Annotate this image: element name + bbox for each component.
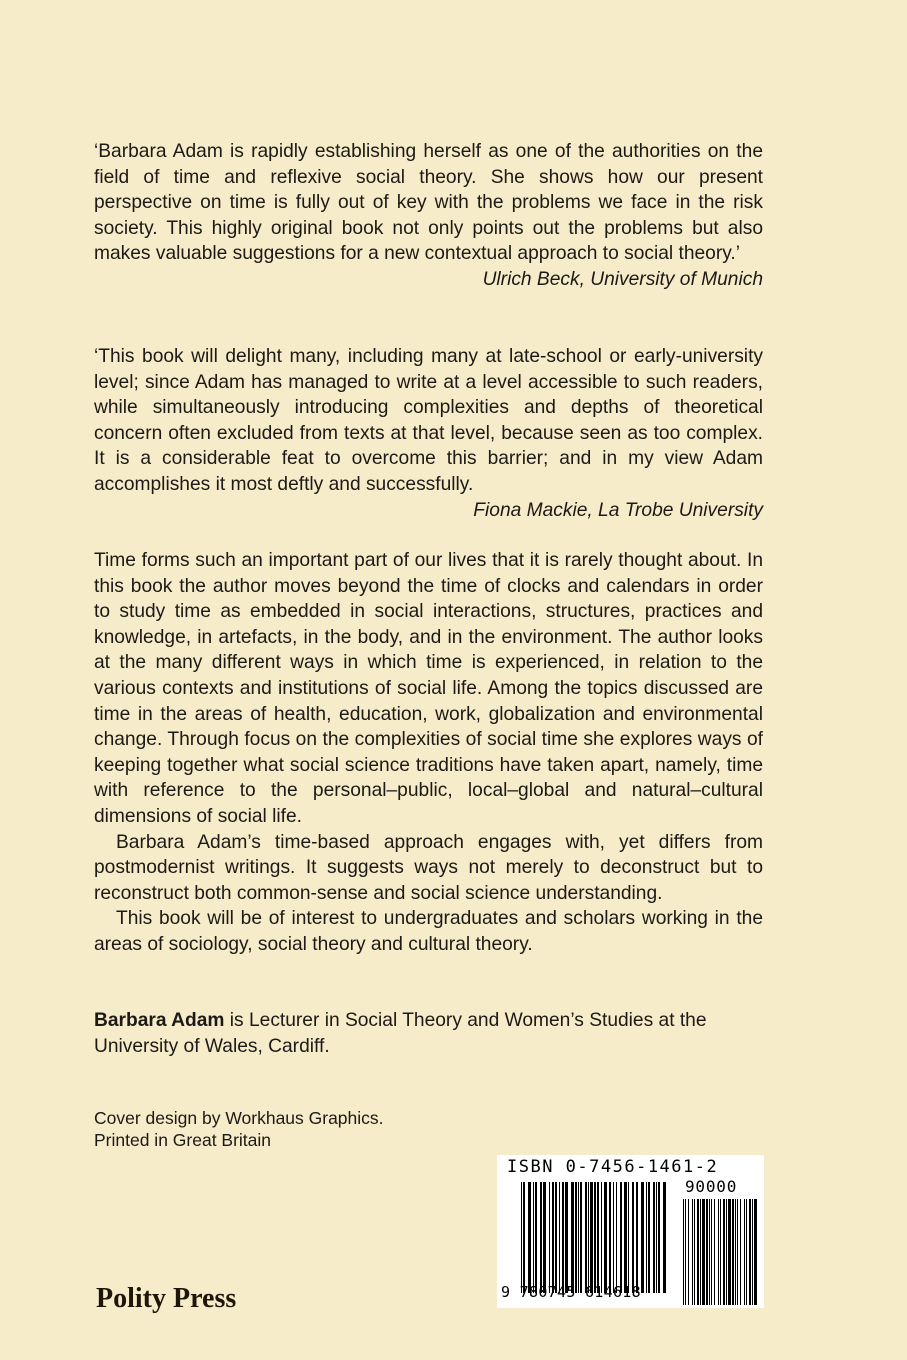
quote-attribution: Ulrich Beck, University of Munich	[482, 268, 763, 290]
barcode-bar	[700, 1199, 701, 1305]
barcode-bar	[613, 1182, 614, 1293]
barcode-bar	[688, 1199, 689, 1305]
barcode-bar	[706, 1199, 708, 1305]
barcode-bar	[718, 1199, 719, 1305]
barcode-bar	[726, 1199, 727, 1305]
barcode-bar	[709, 1199, 710, 1305]
printed-in-credit: Printed in Great Britain	[94, 1130, 272, 1150]
cover-design-credit: Cover design by Workhaus Graphics.	[94, 1108, 384, 1128]
barcode-bar	[723, 1199, 725, 1305]
barcode-bar	[632, 1182, 634, 1293]
barcode-bar	[646, 1182, 647, 1293]
description-paragraph: Barbara Adam’s time-based approach engages with, yet differs from postmodernist writings. It suggests ways not merely to deconstruct but to reconstruct both common-sense and social science understanding.	[94, 831, 763, 904]
barcode-bar	[663, 1182, 666, 1293]
review-quote-mackie	[94, 344, 763, 523]
author-bio	[94, 1008, 763, 1059]
barcode-bar	[754, 1199, 757, 1305]
barcode-bar	[658, 1182, 660, 1293]
barcode-bar	[549, 1182, 550, 1293]
barcode-bar	[740, 1199, 741, 1305]
isbn-barcode	[497, 1155, 764, 1308]
barcode-bar	[535, 1182, 537, 1293]
barcode-bar	[697, 1199, 699, 1305]
barcode-bar	[597, 1182, 599, 1293]
barcode-bar	[601, 1182, 602, 1293]
barcode-bar	[543, 1182, 546, 1293]
barcode-bar	[752, 1199, 753, 1305]
barcode-bar	[720, 1199, 721, 1305]
barcode-bar	[620, 1182, 622, 1293]
barcode-bar	[555, 1182, 557, 1293]
barcode-bar	[604, 1182, 607, 1293]
barcode-bar	[746, 1199, 747, 1305]
barcode-bar	[628, 1182, 629, 1293]
barcode-bar	[616, 1182, 617, 1293]
barcode-bar	[636, 1182, 638, 1293]
barcode-bar	[533, 1182, 534, 1293]
price-addon-number: 90000	[685, 1177, 738, 1196]
barcode-bar	[744, 1199, 745, 1305]
barcode-bar	[562, 1182, 564, 1293]
publisher-logo: Polity Press	[96, 1283, 237, 1314]
barcode-bar	[624, 1182, 627, 1293]
barcode-bar	[735, 1199, 736, 1305]
isbn-number: ISBN 0-7456-1461-2	[507, 1157, 719, 1177]
barcode-bar	[609, 1182, 611, 1293]
barcode-bar	[585, 1182, 587, 1293]
author-name: Barbara Adam	[94, 1010, 225, 1031]
barcode-bar	[588, 1182, 589, 1293]
description-paragraph: Time forms such an important part of our lives that it is rarely thought about. In this book the author moves beyond the time of clocks and calendars in order to study time as embedded in social interactions, structures, practices and knowledge, in artefacts, in the body, and in the environment. The author looks at the many different ways in which time is experienced, in relation to the various contexts and institutions of social life. Among the topics discussed are time in the areas of health, education, work, globalization and environmental change. Through focus on the complexities of social time she explores ways of keeping together what social science traditions have taken apart, namely, time with reference to the personal–public, local–global and natural–cultural dimensions of social life.	[94, 550, 763, 827]
barcode-bar	[685, 1199, 686, 1305]
barcode-bar	[732, 1199, 734, 1305]
quote-text: ‘This book will delight many, including many at late-school or early-university level; since Adam has managed to write at a level accessible to such readers, while simultaneously introducing complexities and depths of theoretical concern often excluded from texts at that level, because seen as too complex. It is a considerable feat to overcome this barrier; and in my view Adam accomplishes it most deftly and successfully.	[94, 346, 763, 495]
barcode-bar	[694, 1199, 695, 1305]
book-description	[94, 548, 763, 958]
barcode-bar	[692, 1199, 693, 1305]
barcode-bar	[641, 1182, 644, 1293]
barcode-bar	[540, 1182, 542, 1293]
barcode-bar	[528, 1182, 531, 1293]
barcode-bar	[683, 1199, 684, 1305]
barcode-bar	[565, 1182, 568, 1293]
review-quote-beck	[94, 139, 763, 293]
barcode-bar	[711, 1199, 712, 1305]
barcode-bar	[552, 1182, 554, 1293]
barcode-bar	[702, 1199, 705, 1305]
barcode-bar	[728, 1199, 731, 1305]
quote-attribution: Fiona Mackie, La Trobe University	[473, 499, 763, 521]
ean-number: 9 780745 614618	[501, 1283, 641, 1301]
barcode-bar	[714, 1199, 715, 1305]
barcode-bar	[521, 1182, 522, 1293]
barcode-bar	[580, 1182, 582, 1293]
barcode-bar	[594, 1182, 596, 1293]
credits	[94, 1107, 763, 1151]
barcode-bar	[571, 1182, 574, 1293]
barcode-bar	[523, 1182, 525, 1293]
barcode-bar	[737, 1199, 738, 1305]
barcode-bar	[590, 1182, 593, 1293]
quote-text: ‘Barbara Adam is rapidly establishing herself as one of the authorities on the field of time and reflexive social theory. She shows how our present perspective on time is fully out of key with the problems we face in the risk society. This highly original book not only points out the problems but also makes valuable suggestions for a new contextual approach to social theory.’	[94, 141, 763, 265]
barcode-bar	[749, 1199, 751, 1305]
description-paragraph: This book will be of interest to undergraduates and scholars working in the areas of sociology, social theory and cultural theory.	[94, 908, 763, 955]
barcode-bar	[559, 1182, 560, 1293]
author-bio-text: is Lecturer in Social Theory and Women’s Studies at the University of Wales, Cardiff.	[94, 1010, 707, 1057]
barcode-bar	[656, 1182, 657, 1293]
barcode-bar	[575, 1182, 577, 1293]
barcode-bar	[648, 1182, 650, 1293]
barcode-bar	[653, 1182, 655, 1293]
barcode-bar	[578, 1182, 579, 1293]
